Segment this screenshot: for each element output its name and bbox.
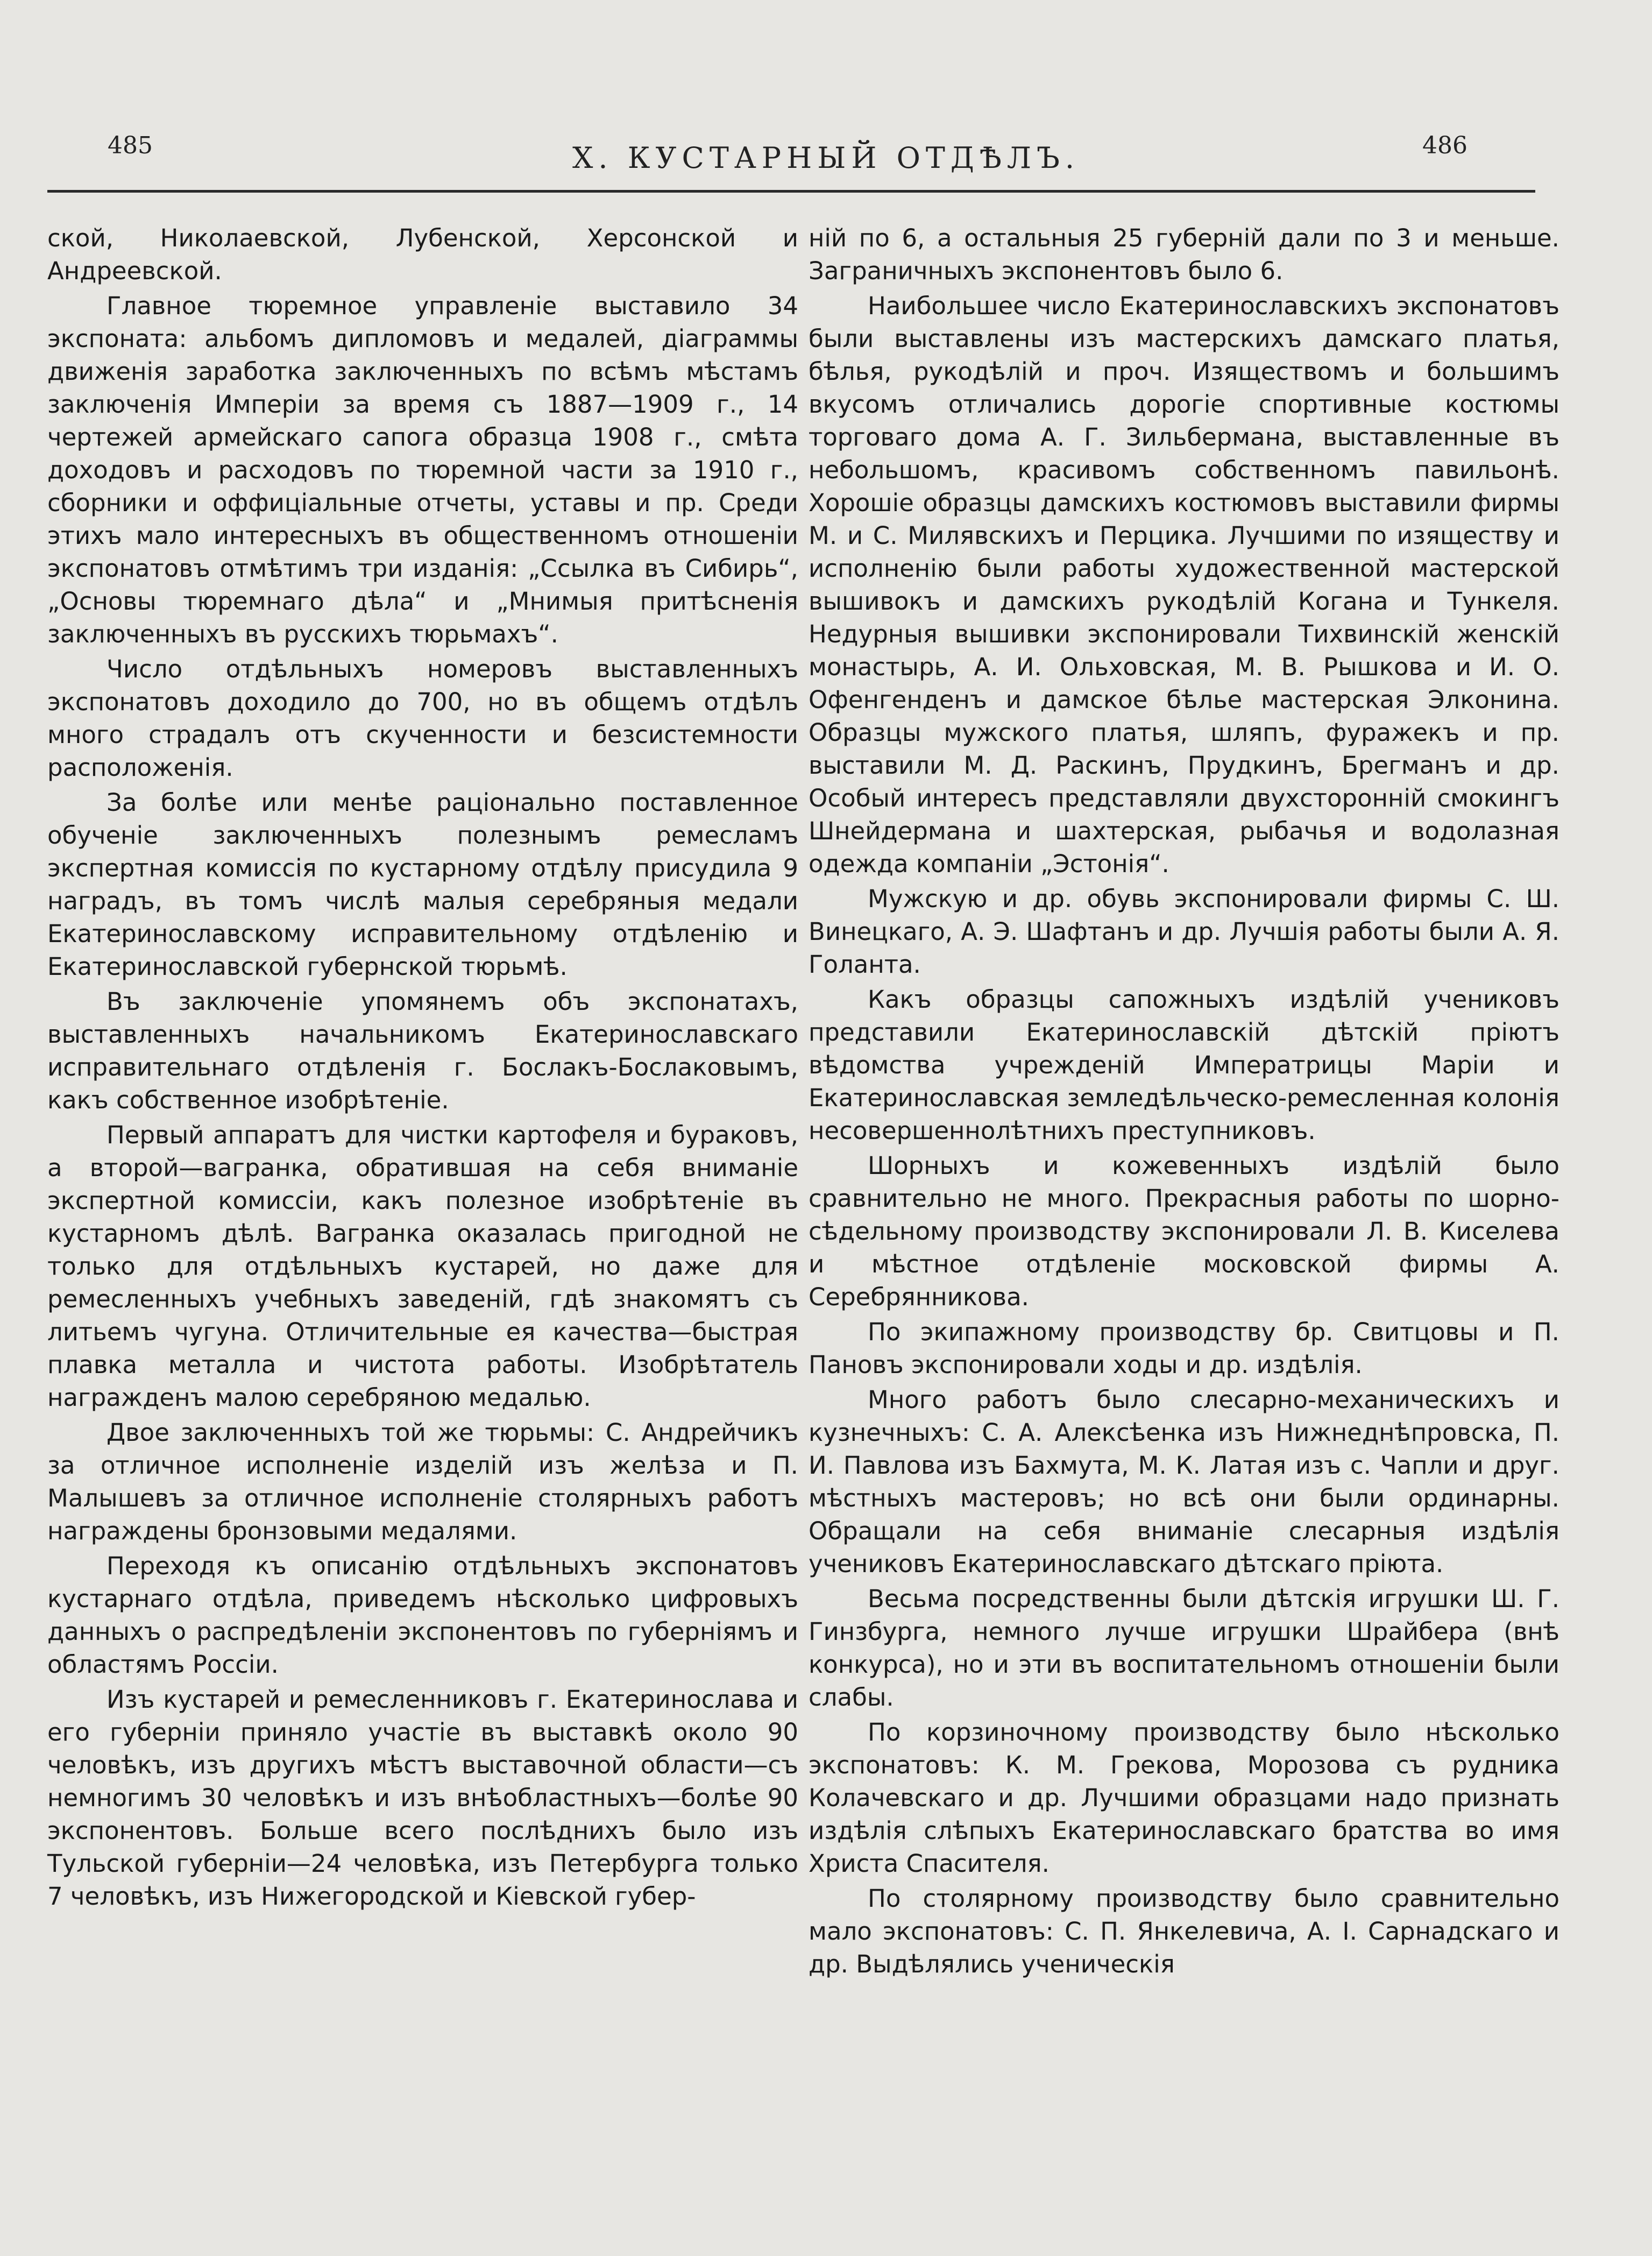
paragraph: Въ заключеніе упомянемъ объ экспонатахъ, выставленныхъ начальникомъ Екатеринославскаго исправительнаго отдѣленія г. Бослакъ-Бослаковымъ, какъ собственное изобрѣтеніе.	[47, 987, 798, 1114]
paragraph: Изъ кустарей и ремесленниковъ г. Екатеринослава и его губерніи приняло участіе въ выставкѣ около 90 человѣкъ, изъ другихъ мѣстъ выставочной области—съ немногимъ 30 человѣкъ и изъ внѣобластныхъ—болѣе 90 экспонентовъ. Больше всего послѣднихъ было изъ Тульской губерніи—24 человѣка, изъ Петербурга только 7 человѣкъ, изъ Нижегородской и Кіевской губер-	[47, 1685, 798, 1911]
paragraph: Много работъ было слесарно-механическихъ и кузнечныхъ: С. А. Алексѣенка изъ Нижнеднѣпровска, П. И. Павлова изъ Бахмута, М. К. Латая изъ с. Чапли и друг. мѣстныхъ мастеровъ; но всѣ они были ординарны. Обращали на себя вниманіе слесарныя издѣлія учениковъ Екатеринославскаго дѣтскаго пріюта.	[809, 1385, 1559, 1578]
text-column-right	[809, 222, 1559, 1983]
paragraph: Какъ образцы сапожныхъ издѣлій учениковъ представили Екатеринославскій дѣтскій пріютъ вѣдомства учрежденій Императрицы Маріи и Екатеринославская земледѣльческо-ремесленная колонія несовершеннолѣтнихъ преступниковъ.	[809, 985, 1559, 1145]
page-number-right: 486	[1422, 132, 1467, 159]
paragraph: Первый аппаратъ для чистки картофеля и бураковъ, а второй—вагранка, обратившая на себя вниманіе экспертной комиссіи, какъ полезное изобрѣтеніе въ кустарномъ дѣлѣ. Вагранка оказалась пригодной не только для отдѣльныхъ кустарей, но даже для ремесленныхъ учебныхъ заведеній, гдѣ знакомятъ съ литьемъ чугуна. Отличительные ея качества—быстрая плавка металла и чистота работы. Изобрѣтатель награжденъ малою серебряною медалью.	[47, 1121, 798, 1412]
paragraph: Главное тюремное управленіе выставило 34 экспоната: альбомъ дипломовъ и медалей, діаграммы движенія заработка заключенныхъ по всѣмъ мѣстамъ заключенія Имперіи за время съ 1887—1909 г., 14 чертежей армейскаго сапога образца 1908 г., смѣта доходовъ и расходовъ по тюремной части за 1910 г., сборники и оффиціальные отчеты, уставы и пр. Среди этихъ мало интересныхъ въ общественномъ отношеніи экспонатовъ отмѣтимъ три изданія: „Ссылка въ Сибирь“, „Основы тюремнаго дѣла“ и „Мнимыя притѣсненія заключенныхъ въ русскихъ тюрьмахъ“.	[47, 292, 798, 648]
paragraph: По столярному производству было сравнительно мало экспонатовъ: С. П. Янкелевича, А. І. Сарнадскаго и др. Выдѣлялись ученическія	[809, 1884, 1559, 1978]
paragraph: Весьма посредственны были дѣтскія игрушки Ш. Г. Гинзбурга, немного лучше игрушки Шрайбера (внѣ конкурса), но и эти въ воспитательномъ отношеніи были слабы.	[809, 1585, 1559, 1712]
paragraph: Число отдѣльныхъ номеровъ выставленныхъ экспонатовъ доходило до 700, но въ общемъ отдѣлъ много страдалъ отъ скученности и безсистемности расположенія.	[47, 655, 798, 782]
page-number-left: 485	[108, 132, 153, 159]
header-rule	[47, 190, 1535, 193]
paragraph: Наибольшее число Екатеринославскихъ экспонатовъ были выставлены изъ мастерскихъ дамскаго платья, бѣлья, рукодѣлій и проч. Изяществомъ и большимъ вкусомъ отличались дорогіе спортивные костюмы торговаго дома А. Г. Зильбермана, выставленные въ небольшомъ, красивомъ собственномъ павильонѣ. Хорошіе образцы дамскихъ костюмовъ выставили фирмы М. и С. Милявскихъ и Перцика. Лучшими по изяществу и исполненію были работы художественной мастерской вышивокъ и дамскихъ рукодѣлій Когана и Тункеля. Недурныя вышивки экспонировали Тихвинскій женскій монастырь, А. И. Ольховская, М. В. Рышкова и И. О. Офенгенденъ и дамское бѣлье мастерская Элконина. Образцы мужского платья, шляпъ, фуражекъ и пр. выставили М. Д. Раскинъ, Прудкинъ, Брегманъ и др. Особый интересъ представляли двухсторонній смокингъ Шнейдермана и шахтерская, рыбачья и водолазная одежда компаніи „Эстонія“.	[809, 292, 1559, 878]
paragraph: За болѣе или менѣе раціонально поставленное обученіе заключенныхъ полезнымъ ремесламъ экспертная комиссія по кустарному отдѣлу присудила 9 наградъ, въ томъ числѣ малыя серебряныя медали Екатеринославскому исправительному отдѣленію и Екатеринославской губернской тюрьмѣ.	[47, 788, 798, 981]
paragraph: ній по 6, а остальныя 25 губерній дали по 3 и меньше. Заграничныхъ экспонентовъ было 6.	[809, 224, 1559, 285]
paragraph: По экипажному производству бр. Свитцовы и П. Пановъ экспонировали ходы и др. издѣлія.	[809, 1318, 1559, 1379]
paragraph: Мужскую и др. обувь экспонировали фирмы С. Ш. Винецкаго, А. Э. Шафтанъ и др. Лучшія работы были А. Я. Голанта.	[809, 885, 1559, 979]
paragraph: Переходя къ описанію отдѣльныхъ экспонатовъ кустарнаго отдѣла, приведемъ нѣсколько цифровыхъ данныхъ о распредѣленіи экспонентовъ по губерніямъ и областямъ Россіи.	[47, 1552, 798, 1679]
paragraph: Шорныхъ и кожевенныхъ издѣлій было сравнительно не много. Прекрасныя работы по шорно-сѣдельному производству экспонировали Л. В. Киселева и мѣстное отдѣленіе московской фирмы А. Серебрянникова.	[809, 1151, 1559, 1311]
paragraph: Двое заключенныхъ той же тюрьмы: С. Андрейчикъ за отличное исполненіе изделій изъ желѣза и П. Малышевъ за отличное исполненіе столярныхъ работъ награждены бронзовыми медалями.	[47, 1418, 798, 1545]
running-head: X. КУСТАРНЫЙ ОТДѢЛЪ.	[572, 141, 1080, 175]
paragraph: По корзиночному производству было нѣсколько экспонатовъ: К. М. Грекова, Морозова съ рудника Колачевскаго и др. Лучшими образцами надо признать издѣлія слѣпыхъ Екатеринославскаго братства во имя Христа Спасителя.	[809, 1718, 1559, 1878]
paragraph: ской, Николаевской, Лубенской, Херсонской и Андреевской.	[47, 224, 798, 285]
text-column-left	[47, 222, 798, 1915]
